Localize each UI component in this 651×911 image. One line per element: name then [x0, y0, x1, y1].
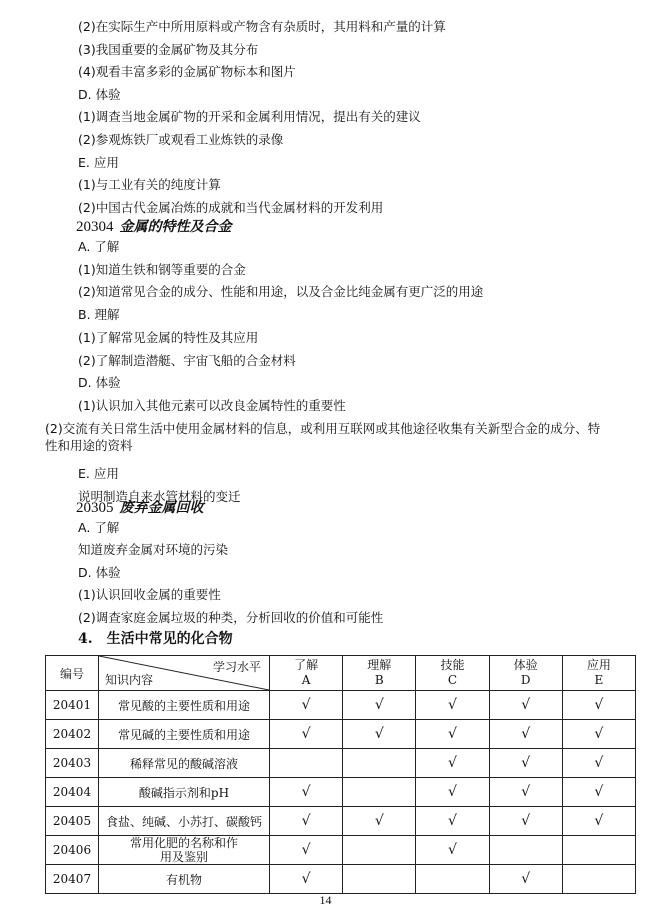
row-id: 20406 [46, 836, 99, 865]
page-number: 14 [319, 893, 332, 907]
row-id: 20401 [46, 691, 99, 720]
text-line: (1)与工业有关的纯度计算 [78, 177, 221, 193]
level-header-b: 理解 B [343, 656, 416, 691]
level-cell: √ [416, 749, 489, 778]
level-cell: √ [489, 720, 562, 749]
text-line: D. 体验 [78, 564, 121, 580]
text-line: D. 体验 [78, 375, 121, 391]
row-content: 常用化肥的名称和作用及鉴别 [99, 836, 270, 865]
level-cell [562, 865, 635, 894]
level-cell: √ [270, 720, 343, 749]
text-line: D. 体验 [78, 86, 121, 102]
level-cell [343, 749, 416, 778]
text-line: A. 了解 [78, 239, 120, 254]
text-line: (2)在实际生产中所用原料或产物含有杂质时，其用料和产量的计算 [78, 19, 446, 34]
level-cell [489, 836, 562, 865]
table-header-row [46, 656, 636, 691]
level-cell: √ [416, 836, 489, 865]
level-cell: √ [343, 720, 416, 749]
row-content: 常见碱的主要性质和用途 [99, 720, 270, 749]
level-cell: √ [489, 749, 562, 778]
level-cell: √ [416, 691, 489, 720]
level-cell: √ [270, 691, 343, 720]
table-body [46, 691, 636, 894]
table-row [46, 865, 636, 894]
text-line: (1)知道生铁和钢等重要的合金 [78, 261, 246, 277]
text-line: 知道废弃金属对环境的污染 [78, 542, 229, 558]
table-row [46, 807, 636, 836]
level-cell: √ [270, 778, 343, 807]
level-cell: √ [416, 778, 489, 807]
table-row [46, 749, 636, 778]
level-cell: √ [489, 807, 562, 836]
level-cell: √ [562, 778, 635, 807]
text-line: (1)了解常见金属的特性及其应用 [78, 329, 259, 345]
row-content: 酸碱指示剂和pH [99, 778, 270, 807]
text-line: (2)中国古代金属冶炼的成就和当代金属材料的开发利用 [78, 199, 384, 215]
diagonal-header [99, 656, 270, 691]
table-row [46, 778, 636, 807]
row-content: 稀释常见的酸碱溶液 [99, 749, 270, 778]
level-cell: √ [489, 778, 562, 807]
section-heading-20305 [76, 497, 204, 517]
text-line: 说明制造自来水管材料的变迁 [78, 488, 241, 504]
row-content: 有机物 [99, 865, 270, 894]
row-id: 20404 [46, 778, 99, 807]
text-line: A. 了解 [78, 520, 120, 535]
level-cell: √ [562, 691, 635, 720]
text-line: E. 应用 [78, 466, 119, 481]
level-cell [416, 865, 489, 894]
row-id: 20403 [46, 749, 99, 778]
text-line: B. 理解 [78, 307, 120, 323]
level-cell: √ [416, 720, 489, 749]
section-code: 20304 [76, 219, 114, 235]
level-cell [343, 865, 416, 894]
table-row [46, 691, 636, 720]
col-id-header: 编号 [46, 656, 99, 691]
level-cell: √ [343, 807, 416, 836]
level-cell: √ [562, 720, 635, 749]
level-cell: √ [343, 691, 416, 720]
text-line: (1)调查当地金属矿物的开采和金属利用情况，提出有关的建议 [78, 109, 421, 125]
text-line: (2)交流有关日常生活中使用金属材料的信息，或利用互联网或其他途径收集有关新型合金的成分、特性和用途的资料 [45, 420, 601, 453]
level-cell [343, 778, 416, 807]
row-content: 食盐、纯碱、小苏打、碳酸钙 [99, 807, 270, 836]
level-cell: √ [270, 807, 343, 836]
text-line: (2)了解制造潜艇、宇宙飞船的合金材料 [78, 352, 296, 368]
level-header-d: 体验 D [489, 656, 562, 691]
text-line: (3)我国重要的金属矿物及其分布 [78, 41, 259, 57]
level-cell: √ [489, 865, 562, 894]
level-header-a: 了解 A [270, 656, 343, 691]
section-code: 20305 [76, 500, 114, 516]
diag-content-label: 知识内容 [105, 673, 154, 687]
level-cell [562, 836, 635, 865]
text-line: (1)认识加入其他元素可以改良金属特性的重要性 [78, 397, 346, 413]
level-cell: √ [562, 807, 635, 836]
section-4-title: 4. 生活中常见的化合物 [78, 631, 233, 647]
section-title: 金属的特性及合金 [119, 219, 232, 235]
text-line: (2)参观炼铁厂或观看工业炼铁的录像 [78, 132, 284, 147]
section-title: 废弃金属回收 [119, 500, 204, 516]
text-line: (2)调查家庭金属垃圾的种类，分析回收的价值和可能性 [78, 609, 384, 625]
text-line: E. 应用 [78, 154, 119, 170]
row-id: 20405 [46, 807, 99, 836]
section-4-heading [78, 628, 233, 648]
level-cell [270, 749, 343, 778]
text-line: (1)认识回收金属的重要性 [78, 587, 221, 603]
level-header-e: 应用 E [562, 656, 635, 691]
level-cell: √ [416, 807, 489, 836]
row-content: 常见酸的主要性质和用途 [99, 691, 270, 720]
level-cell [343, 836, 416, 865]
level-cell: √ [270, 836, 343, 865]
diag-level-label: 学习水平 [212, 660, 261, 674]
text-line: (2)知道常见合金的成分、性能和用途，以及合金比纯金属有更广泛的用途 [78, 284, 484, 300]
table-row [46, 836, 636, 865]
compounds-table [45, 655, 636, 894]
section-heading-20304 [76, 216, 232, 236]
row-id: 20407 [46, 865, 99, 894]
level-cell: √ [270, 865, 343, 894]
table-row [46, 720, 636, 749]
level-header-c: 技能 C [416, 656, 489, 691]
text-line: (4)观看丰富多彩的金属矿物标本和图片 [78, 64, 296, 80]
level-cell: √ [489, 691, 562, 720]
level-cell: √ [562, 749, 635, 778]
row-id: 20402 [46, 720, 99, 749]
